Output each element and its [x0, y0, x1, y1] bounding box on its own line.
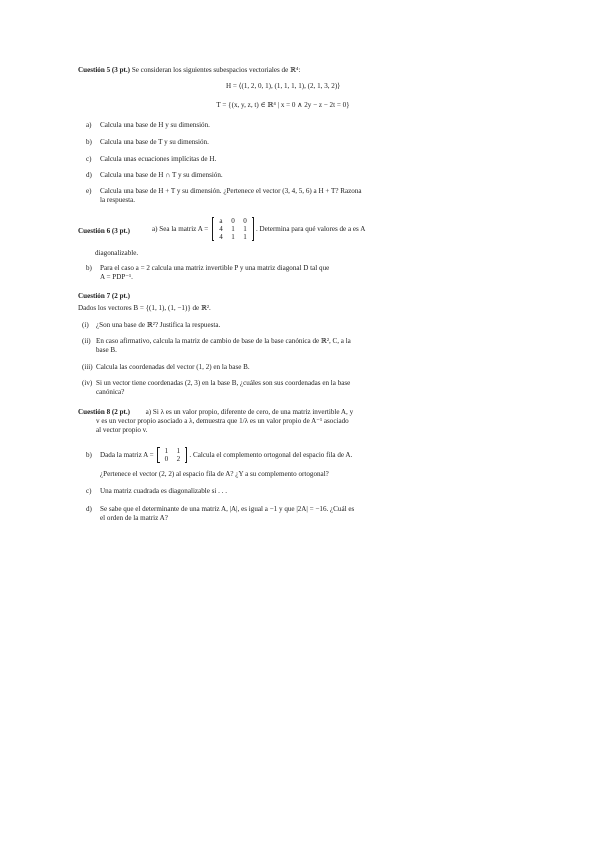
- q7-item-ii-cont: base B.: [96, 346, 117, 354]
- q5-item-b: b) Calcula una base de T y su dimensión.: [86, 138, 209, 146]
- q6-title: Cuestión 6 (3 pt.): [78, 227, 131, 235]
- q5-item-e: e) Calcula una base de H + T y su dimensión. ¿Pertenece el vector (3, 4, 5, 6) a H + T? Razona: [86, 187, 362, 195]
- q7-intro: Dados los vectores B = {(1, 1), (1, −1)} de ℝ².: [78, 304, 211, 312]
- q8-item-b: b) Dada la matriz A = 1 1 0 2 . Calcula el complemento ortogonal del espacio fila de A.: [86, 447, 353, 464]
- q6-item-b: b) Para el caso a = 2 calcula una matriz invertible P y una matriz diagonal D tal que: [86, 264, 330, 272]
- q7-item-ii: (ii) En caso afirmativo, calcula la matriz de cambio de base de la base canónica de ℝ², C, a la: [82, 337, 351, 345]
- q8-item-c: c) Una matriz cuadrada es diagonalizable si . . .: [86, 487, 228, 495]
- matrix-row: 1 1: [164, 447, 181, 455]
- q5-title: Cuestión 5 (3 pt.): [78, 66, 131, 74]
- q6-item-b-cont: A = PDP⁻¹.: [100, 273, 133, 281]
- q5-H-definition: H = ⟨(1, 2, 0, 1), (1, 1, 1, 1), (2, 1, 3, 2)⟩: [226, 82, 340, 90]
- q5-item-d: d) Calcula una base de H ∩ T y su dimensión.: [86, 171, 223, 179]
- matrix-row: 0 2: [164, 455, 181, 464]
- matrix-row: 4 1 1: [219, 225, 247, 234]
- q6-heading: [78, 227, 130, 236]
- q7-item-iv: (iv) Si un vector tiene coordenadas (2, 3) en la base B, ¿cuáles son sus coordenadas en la base: [82, 379, 351, 387]
- matrix-row: a 0 0: [219, 217, 247, 225]
- q7-item-iii: (iii) Calcula las coordenadas del vector (1, 2) en la base B.: [82, 363, 250, 371]
- q8-item-a-line2: v es un vector propio asociado a λ, demuestra que 1/λ es un valor propio de A⁻¹ asociado: [96, 417, 349, 425]
- q5-item-a: a) Calcula una base de H y su dimensión.: [86, 121, 210, 129]
- q7-title: Cuestión 7 (2 pt.): [78, 292, 131, 300]
- q6-matrix: [212, 217, 254, 241]
- q5-intro: Se consideran los siguientes subespacios vectoriales de ℝ⁴:: [131, 66, 301, 74]
- q6-item-a-cont: diagonalizable.: [95, 249, 139, 257]
- q5-item-e-cont: la respuesta.: [100, 196, 136, 204]
- q8-title: Cuestión 8 (2 pt.): [78, 408, 131, 416]
- q5-item-c: c) Calcula unas ecuaciones implícitas de H.: [86, 155, 217, 163]
- q5-heading: [78, 66, 300, 75]
- q5-T-definition: T = {(x, y, z, t) ∈ ℝ⁴ | x = 0 ∧ 2y − z − 2t = 0}: [216, 101, 350, 109]
- q8-item-a-line3: al vector propio v.: [96, 426, 148, 434]
- q8-matrix: [157, 447, 187, 463]
- q6-item-a: a) Sea la matriz A = a 0 0 4 1 1 4 1 1 . Determina para qué valores de a es A: [152, 217, 366, 242]
- q8-item-d-cont: el orden de la matriz A?: [100, 514, 168, 522]
- q7-item-i: (i) ¿Son una base de ℝ²? Justifica la respuesta.: [82, 321, 221, 329]
- q8-item-d: d) Se sabe que el determinante de una matriz A, |A|, es igual a −1 y que |2A| = −16. ¿Cuál es: [86, 505, 355, 513]
- matrix-row: 4 1 1: [219, 233, 247, 242]
- q8-item-b-cont: ¿Pertenece el vector (2, 2) al espacio fila de A? ¿Y a su complemento ortogonal?: [100, 470, 329, 478]
- q8-heading: Cuestión 8 (2 pt.) a) Si λ es un valor propio, diferente de cero, de una matriz invertible A, y: [78, 408, 354, 416]
- q7-item-iv-cont: canónica?: [96, 388, 125, 396]
